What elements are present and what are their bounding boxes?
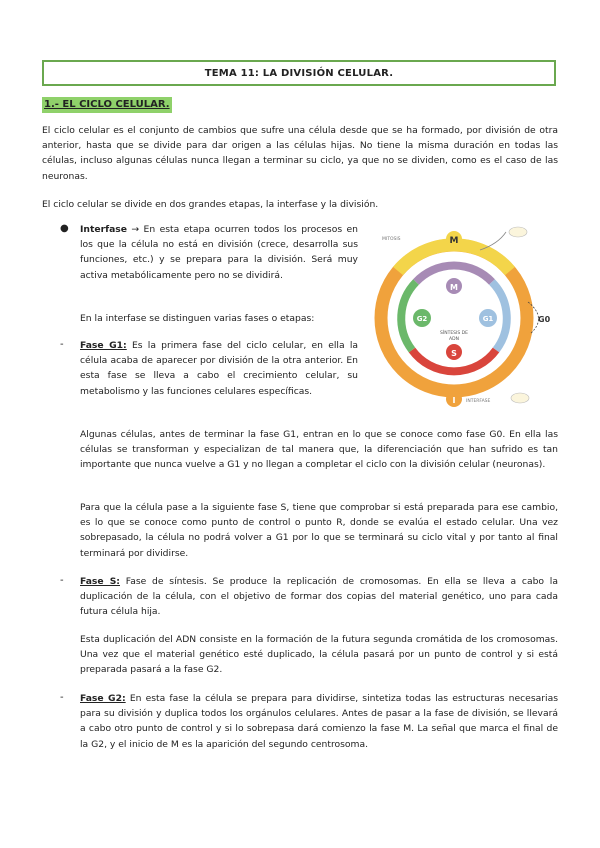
g1-label: G1 [482, 315, 494, 323]
i-label: I [452, 396, 456, 405]
g2-label: G2 [416, 315, 428, 323]
arrow-icon: → [131, 224, 140, 235]
g0-label: G0 [538, 315, 551, 324]
section-heading: 1.- EL CICLO CELULAR. [42, 97, 172, 113]
dash-icon: - [60, 692, 64, 703]
page-title [42, 60, 556, 86]
interfase-paragraph [80, 222, 358, 283]
g2-paragraph [80, 691, 558, 752]
g2-text: En esta fase la célula se prepara para dividirse, sintetiza todas las estructuras necesarias para su división y duplica todos los orgánulos celulares. Antes de pasar a la fase de división, se llevará a cabo otro punto de control y si lo sobrepasa dará comienzo la fase M. La señal que marca el final de la G2, y el inicio de M es la aparición del segundo centrosoma. [80, 693, 558, 750]
cell-icon [511, 393, 529, 403]
page-title-text: TEMA 11: LA DIVISIÓN CELULAR. [204, 67, 394, 79]
g1-text: Es la primera fase del ciclo celular, en ella la célula acaba de aparecer por división de la otra anterior. En esta fase se lleva a cabo el crecimiento celular, su metabolismo y las funciones celulares específicas. [80, 340, 359, 397]
g2-term: Fase G2: [80, 693, 126, 704]
s-paragraph-2: Esta duplicación del ADN consiste en la formación de la futura segunda cromátida de los cromosomas. Una vez que el material genético esté duplicado, la célula pasará por un punto de control y si está preparada pasará a la fase G2. [80, 634, 558, 676]
g1-paragraph [80, 338, 358, 399]
bullet-icon: ● [60, 223, 69, 234]
s-label: S [451, 349, 457, 358]
interfase-text: En esta etapa ocurren todos los procesos en los que la célula no está en división (crece, desarrolla sus funciones, etc.) y se prepara para la división. Será muy activa metabólicamente pero no se dividirá. [80, 224, 358, 281]
center-text-1: SÍNTESIS DE [440, 331, 468, 336]
interfase-term: Interfase [80, 224, 128, 235]
cell-cycle-diagram [368, 222, 558, 412]
dash-icon: - [60, 575, 64, 586]
m-inner-label: M [450, 283, 458, 292]
intro-paragraph-2: El ciclo celular se divide en dos grandes etapas, la interfase y la división. [42, 199, 379, 210]
m-outer-label: M [449, 236, 459, 246]
daughter-cell-icon [509, 227, 527, 237]
g0-paragraph: Algunas células, antes de terminar la fase G1, entran en lo que se conoce como fase G0. En ella las células se transforman y especializan de tal manera que, la diferenciación que han sufrido es tan importante que nunca vuelve a G1 y no llegan a completar el ciclo con la división celular (neuronas). [80, 429, 558, 471]
intro-paragraph-1: El ciclo celular es el conjunto de cambios que sufre una célula desde que se ha formado, por división de otra anterior, hasta que se divide para dar origen a las células hijas. No tiene la misma duración en todas las células, incluso algunas células nunca llegan a terminar su ciclo, ya que no se dividen, como es el caso de las neuronas. [42, 125, 558, 182]
s-text: Fase de síntesis. Se produce la replicación de cromosomas. En ella se lleva a cabo la duplicación de la célula, con el objetivo de formar dos copias del material genético, uno para cada futura célula hija. [80, 576, 558, 618]
interphase-label: INTERFASE [466, 399, 491, 404]
s-term: Fase S: [80, 576, 120, 587]
center-text-2: ADN [449, 337, 459, 342]
g1-term: Fase G1: [80, 340, 127, 351]
phases-intro: En la interfase se distinguen varias fases o etapas: [80, 313, 315, 324]
checkpoint-paragraph: Para que la célula pase a la siguiente fase S, tiene que comprobar si está preparada para ese cambio, es lo que se conoce como punto de control o punto R, donde se evalúa el estado celular. Una vez sobrepasado, la célula no podrá volver a G1 por lo que se terminará su ciclo vital y por tanto al final terminará por dividirse. [80, 502, 558, 559]
dash-icon: - [60, 339, 64, 350]
s-paragraph [80, 574, 558, 620]
mitosis-label: MITOSIS [382, 237, 401, 242]
